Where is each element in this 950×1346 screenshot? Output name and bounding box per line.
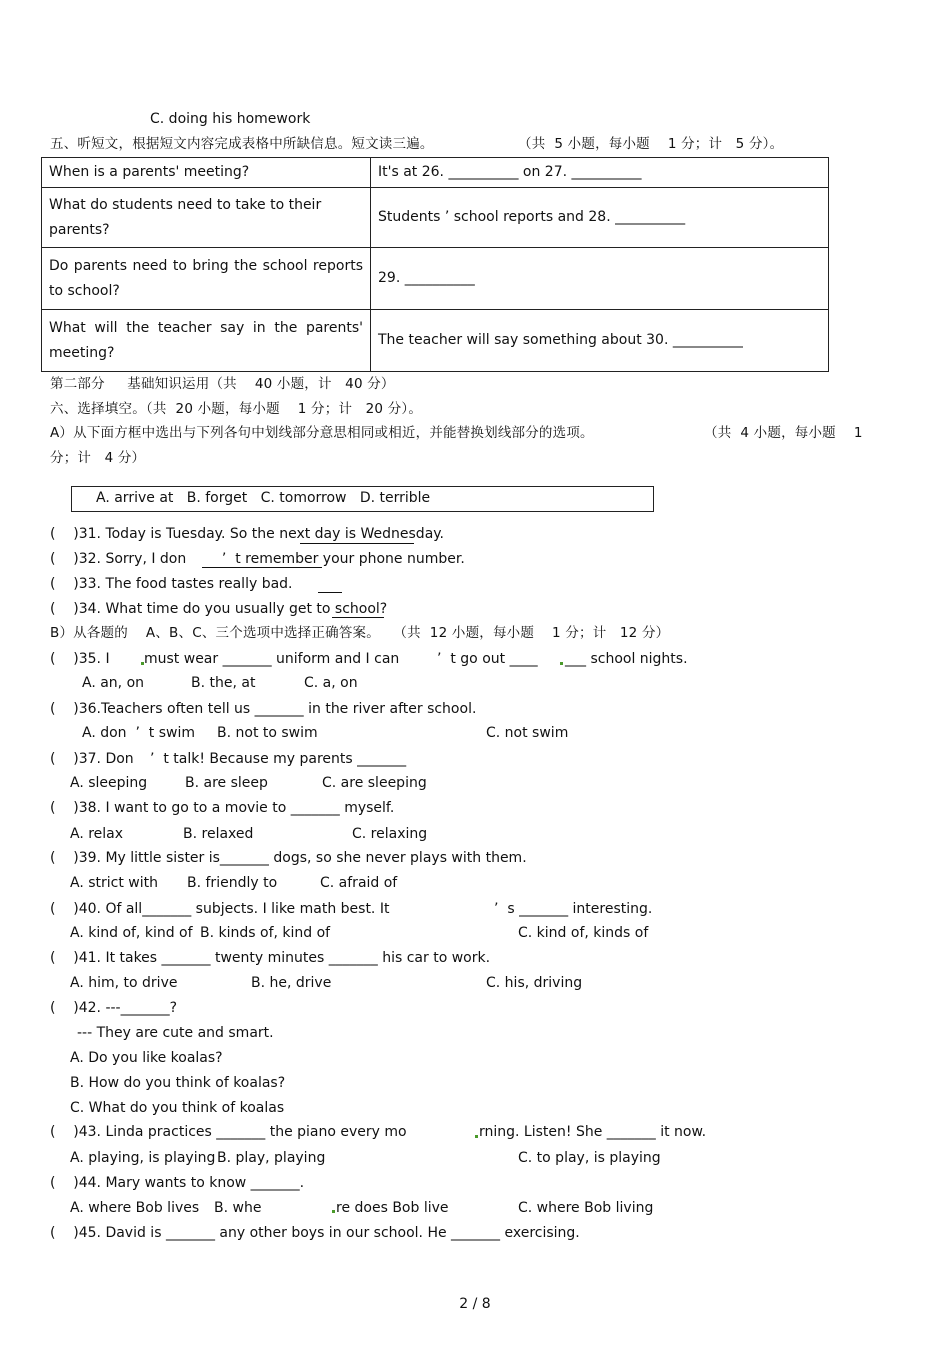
option-38-a: A. relax <box>70 826 124 842</box>
option-42-c: C. What do you think of koalas <box>70 1100 285 1116</box>
table-question-cell: Do parents need to bring the school reports to school? <box>42 248 371 310</box>
listening-fill-table <box>41 157 829 372</box>
question-38: ( )38. I want to go to a movie to _______ myself. <box>50 800 395 816</box>
listening-section-score: （共 5 小题，每小题 1 分；计 5 分）。 <box>518 136 784 152</box>
section-b-instruction: B）从各题的 A、B、C、三个选项中选择正确答案。 （共 12 小题，每小题 1 分；计 12 分） <box>50 625 670 641</box>
section-a-instruction: A）从下面方框中选出与下列各句中划线部分意思相同或相近，并能替换划线部分的选项。 <box>50 425 594 441</box>
option-42-b: B. How do you think of koalas? <box>70 1075 286 1091</box>
option-37-c: C. are sleeping <box>322 775 427 791</box>
option-36-b: B. not to swim <box>217 725 318 741</box>
question-39: ( )39. My little sister is_______ dogs, so she never plays with them. <box>50 850 527 866</box>
part2-heading: 第二部分 基础知识运用（共 40 小题，计 40 分） <box>50 376 395 392</box>
table-row <box>42 310 829 372</box>
option-44-c: C. where Bob living <box>518 1200 654 1216</box>
option-40-c: C. kind of, kinds of <box>518 925 649 941</box>
question-35-text: must wear _______ uniform and I can <box>144 651 400 667</box>
option-40-a: A. kind of, kind of <box>70 925 193 941</box>
option-42-a: A. Do you like koalas? <box>70 1050 223 1066</box>
page-number: 2 / 8 <box>459 1296 491 1312</box>
table-row <box>42 248 829 310</box>
table-row <box>42 158 829 188</box>
option-39-c: C. afraid of <box>320 875 398 891</box>
listening-section-heading: 五、听短文，根据短文内容完成表格中所缺信息。短文读三遍。 <box>50 136 434 152</box>
question-45: ( )45. David is _______ any other boys in our school. He _______ exercising. <box>50 1225 580 1241</box>
question-35: ( )35. I <box>50 651 110 667</box>
ink-dot <box>332 1210 335 1213</box>
question-36: ( )36.Teachers often tell us _______ in the river after school. <box>50 701 477 717</box>
option-35-c: C. a, on <box>304 675 358 691</box>
table-answer-cell: Students ’ school reports and 28. __________ <box>371 188 829 248</box>
table-answer-cell: It's at 26. __________ on 27. __________ <box>371 158 829 188</box>
table-answer-cell: 29. __________ <box>371 248 829 310</box>
option-37-a: A. sleeping <box>70 775 148 791</box>
prev-question-option-c: C. doing his homework <box>150 111 311 127</box>
question-44: ( )44. Mary wants to know _______. <box>50 1175 305 1191</box>
table-question-cell: What do students need to take to their parents? <box>42 188 371 248</box>
question-43: ( )43. Linda practices _______ the piano every mo <box>50 1124 407 1140</box>
option-37-b: B. are sleep <box>185 775 268 791</box>
question-33: ( )33. The food tastes really bad. <box>50 576 293 592</box>
option-39-b: B. friendly to <box>187 875 278 891</box>
underline-33 <box>318 592 342 593</box>
table-row <box>42 188 829 248</box>
question-41: ( )41. It takes _______ twenty minutes _______ his car to work. <box>50 950 491 966</box>
option-41-c: C. his, driving <box>486 975 583 991</box>
question-35-text: ’ t go out ____ <box>437 651 538 667</box>
question-37-text: ’ t talk! Because my parents _______ <box>150 751 407 767</box>
option-39-a: A. strict with <box>70 875 158 891</box>
option-43-a: A. playing, is playing <box>70 1150 216 1166</box>
table-question-cell: What will the teacher say in the parents' meeting? <box>42 310 371 372</box>
option-36-c: C. not swim <box>486 725 569 741</box>
option-35-a: A. an, on <box>82 675 145 691</box>
option-41-a: A. him, to drive <box>70 975 178 991</box>
question-42-reply: --- They are cute and smart. <box>77 1025 274 1041</box>
word-choice-options: A. arrive at B. forget C. tomorrow D. terrible <box>96 490 431 506</box>
underline-34 <box>332 617 384 618</box>
option-44-b-cont: re does Bob live <box>336 1200 449 1216</box>
question-43-text: rning. Listen! She _______ it now. <box>479 1124 707 1140</box>
option-40-b: B. kinds of, kind of <box>200 925 331 941</box>
question-34: ( )34. What time do you usually get to school? <box>50 601 388 617</box>
question-40-text: ’ s _______ interesting. <box>494 901 653 917</box>
option-44-a: A. where Bob lives <box>70 1200 200 1216</box>
option-44-b: B. whe <box>214 1200 262 1216</box>
underline-31 <box>300 543 414 544</box>
question-35-text: ___ school nights. <box>565 651 688 667</box>
option-38-b: B. relaxed <box>183 826 254 842</box>
table-answer-cell: The teacher will say something about 30. __________ <box>371 310 829 372</box>
question-31: ( )31. Today is Tuesday. So the next day is Wednesday. <box>50 526 445 542</box>
ink-dot <box>475 1135 478 1138</box>
table-question-cell: When is a parents' meeting? <box>42 158 371 188</box>
question-32: ( )32. Sorry, I don ’ t remember your phone number. <box>50 551 465 567</box>
section6-heading: 六、选择填空。（共 20 小题，每小题 1 分；计 20 分）。 <box>50 401 423 417</box>
section-a-score-cont: 分；计 4 分） <box>50 450 146 466</box>
option-38-c: C. relaxing <box>352 826 428 842</box>
question-40: ( )40. Of all_______ subjects. I like math best. It <box>50 901 390 917</box>
option-35-b: B. the, at <box>191 675 256 691</box>
option-43-b: B. play, playing <box>217 1150 326 1166</box>
option-41-b: B. he, drive <box>251 975 332 991</box>
underline-32 <box>202 567 322 568</box>
option-43-c: C. to play, is playing <box>518 1150 661 1166</box>
question-37: ( )37. Don <box>50 751 134 767</box>
option-36-a: A. don ’ t swim <box>82 725 196 741</box>
question-42: ( )42. ---_______? <box>50 1000 178 1016</box>
ink-dot <box>560 662 563 665</box>
section-a-score: （共 4 小题，每小题 1 <box>704 425 863 441</box>
